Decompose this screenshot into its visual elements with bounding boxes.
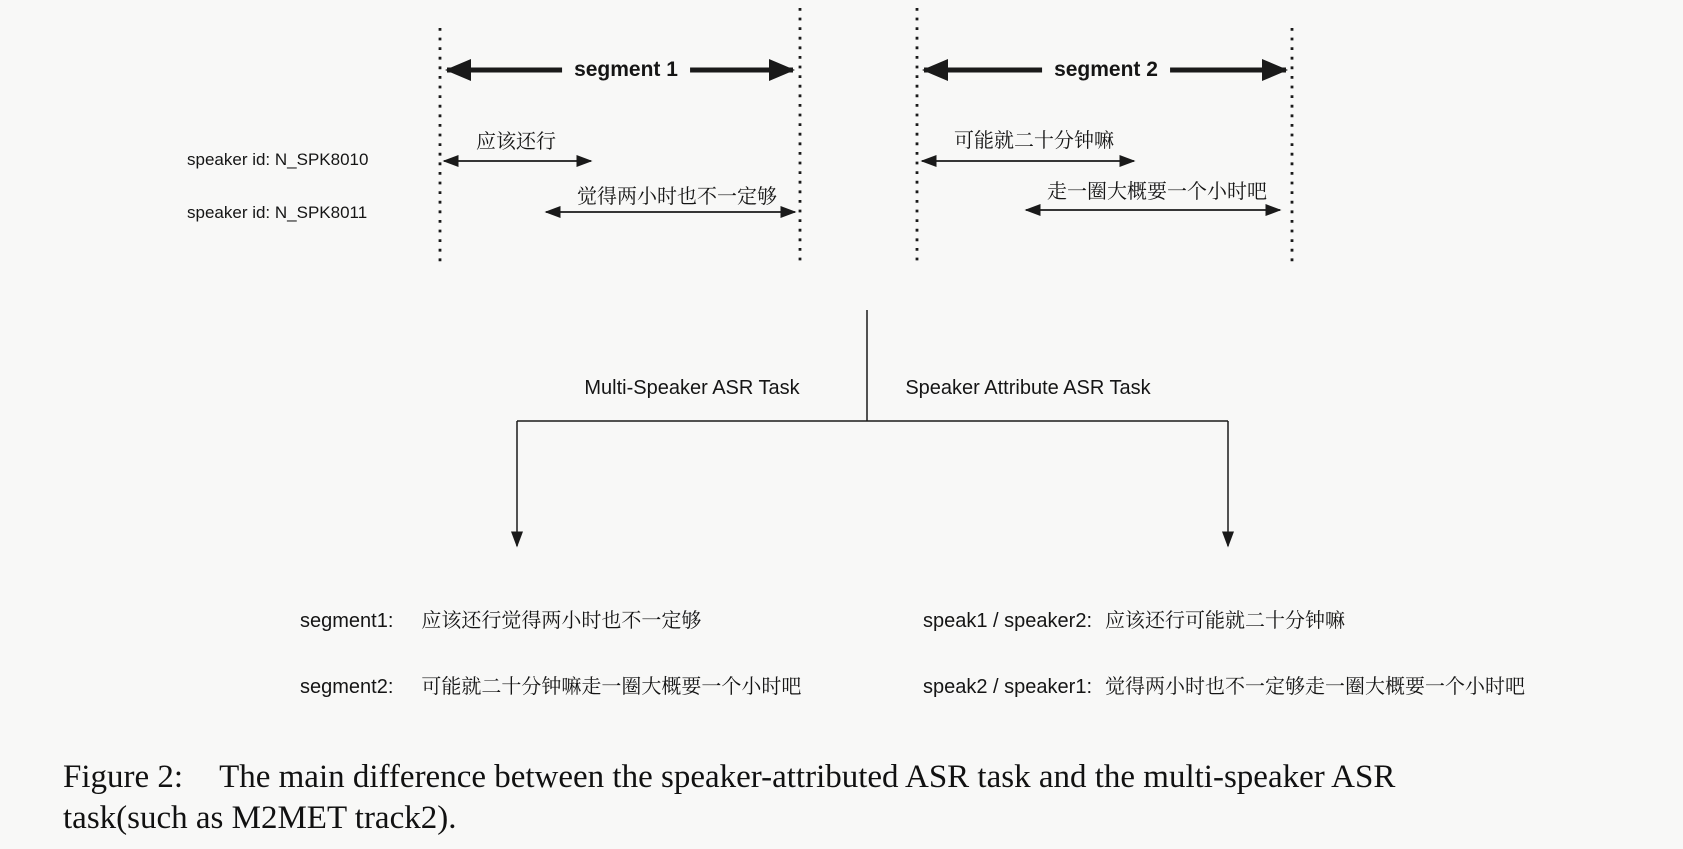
result-text: 觉得两小时也不一定够走一圈大概要一个小时吧 bbox=[1105, 676, 1525, 698]
multi-speaker-result-row-2 bbox=[300, 675, 801, 700]
speaker-attributed-result-row-1 bbox=[923, 609, 1345, 634]
caption-figure-label: Figure 2: bbox=[63, 759, 184, 795]
speaker-attributed-result-row-2 bbox=[923, 675, 1525, 700]
result-text: 可能就二十分钟嘛走一圈大概要一个小时吧 bbox=[421, 676, 802, 698]
utterance3-text: 可能就二十分钟嘛 bbox=[954, 130, 1114, 152]
speaker-attribute-task-label: Speaker Attribute ASR Task bbox=[905, 377, 1151, 399]
segment1-label: segment 1 bbox=[562, 58, 690, 82]
segment2-label: segment 2 bbox=[1042, 58, 1170, 82]
result-key: speak2 / speaker1: bbox=[923, 676, 1092, 698]
result-key: segment2: bbox=[300, 676, 394, 698]
result-key: segment1: bbox=[300, 610, 394, 632]
caption-line-1 bbox=[63, 757, 1663, 798]
figure-caption bbox=[63, 757, 1663, 839]
caption-text-line-2: task(such as M2MET track2). bbox=[63, 800, 457, 836]
result-key: speak1 / speaker2: bbox=[923, 610, 1092, 632]
utterance1-text: 应该还行 bbox=[476, 131, 556, 153]
speaker-id-label-2: speaker id: N_SPK8011 bbox=[187, 203, 368, 222]
utterance4-text: 走一圈大概要一个小时吧 bbox=[1047, 181, 1267, 203]
result-text: 应该还行可能就二十分钟嘛 bbox=[1105, 610, 1345, 632]
multi-speaker-task-label: Multi-Speaker ASR Task bbox=[584, 377, 800, 399]
caption-text-line-1: The main difference between the speaker-attributed ASR task and the multi-speaker ASR bbox=[219, 759, 1396, 795]
result-text: 应该还行觉得两小时也不一定够 bbox=[421, 610, 702, 632]
multi-speaker-result-row-1 bbox=[300, 609, 701, 634]
utterance2-text: 觉得两小时也不一定够 bbox=[577, 186, 777, 208]
speaker-id-label-1: speaker id: N_SPK8010 bbox=[187, 150, 369, 169]
